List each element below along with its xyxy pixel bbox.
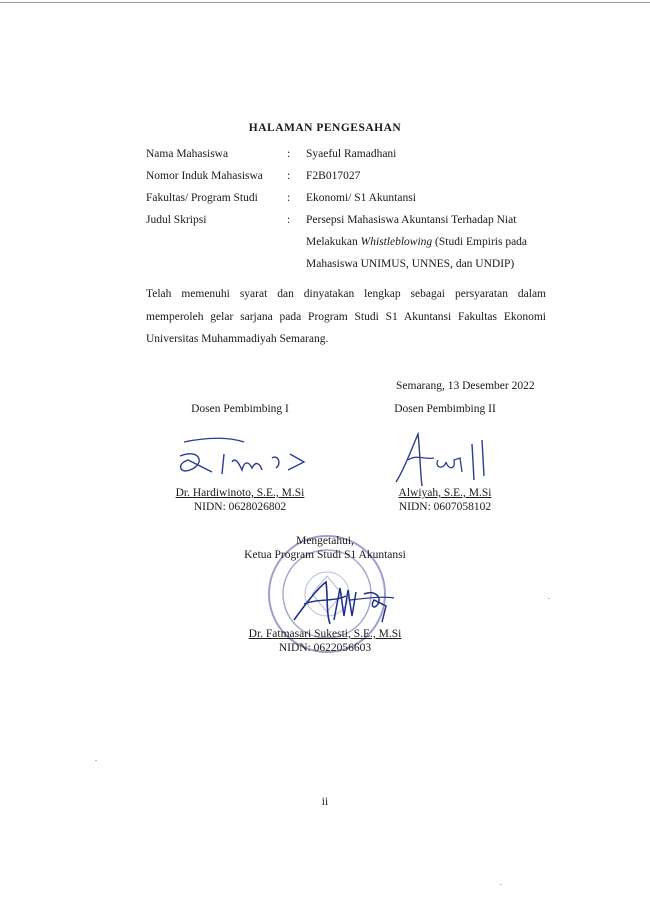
field-colon: : xyxy=(287,170,291,182)
supervisor-2-signature xyxy=(390,430,500,488)
field-value-thesis-title-line3: Mahasiswa UNIMUS, UNNES, dan UNDIP) xyxy=(306,258,515,270)
field-colon: : xyxy=(287,192,291,204)
approval-nidn: NIDN: 0622056603 xyxy=(278,642,372,654)
approval-role: Ketua Program Studi S1 Akuntansi xyxy=(244,549,406,561)
field-value-student-id: F2B017027 xyxy=(306,170,361,182)
approval-name: Dr. Fatmasari Sukesti, S.E., M.Si xyxy=(248,628,402,640)
field-colon: : xyxy=(287,148,291,160)
place-date: Semarang, 13 Desember 2022 xyxy=(396,380,535,392)
supervisor-2-name: Alwiyah, S.E., M.Si xyxy=(398,487,492,499)
supervisor-1-name: Dr. Hardiwinoto, S.E., M.Si xyxy=(175,487,305,499)
scan-speck xyxy=(500,884,502,885)
supervisor-2-role: Dosen Pembimbing II xyxy=(394,403,496,415)
field-label-faculty: Fakultas/ Program Studi xyxy=(146,192,258,204)
thesis-title-text: Melakukan xyxy=(306,236,361,248)
supervisor-2-nidn: NIDN: 0607058102 xyxy=(398,501,492,513)
page-number: ii xyxy=(321,796,329,808)
field-value-thesis-title-line1: Persepsi Mahasiswa Akuntansi Terhadap Niat xyxy=(306,214,517,226)
thesis-title-text: (Studi Empiris pada xyxy=(432,236,528,248)
scan-top-border xyxy=(0,2,650,3)
field-value-thesis-title-line2 xyxy=(306,236,527,248)
field-colon: : xyxy=(287,214,291,226)
head-of-program-signature xyxy=(290,576,400,632)
scan-speck xyxy=(95,760,97,761)
field-label-student-id: Nomor Induk Mahasiswa xyxy=(146,170,263,182)
supervisor-1-signature xyxy=(172,434,322,484)
field-label-name: Nama Mahasiswa xyxy=(146,148,229,160)
page-title: HALAMAN PENGESAHAN xyxy=(248,122,402,134)
field-value-faculty: Ekonomi/ S1 Akuntansi xyxy=(306,192,416,204)
approval-heading: Mengetahui, xyxy=(296,535,354,547)
field-label-thesis-title: Judul Skripsi xyxy=(146,214,207,226)
statement-paragraph: Telah memenuhi syarat dan dinyatakan lengkap sebagai persyaratan dalam memperoleh gelar sarjana pada Program Studi S1 Akuntansi Fakultas Ekonomi Universitas Muhammadiyah Semarang. xyxy=(146,288,546,345)
scan-speck xyxy=(548,598,550,599)
supervisor-1-role: Dosen Pembimbing I xyxy=(191,403,289,415)
thesis-title-italic: Whistleblowing xyxy=(360,236,433,248)
field-value-name: Syaeful Ramadhani xyxy=(306,148,397,160)
supervisor-1-nidn: NIDN: 0628026802 xyxy=(193,501,287,513)
